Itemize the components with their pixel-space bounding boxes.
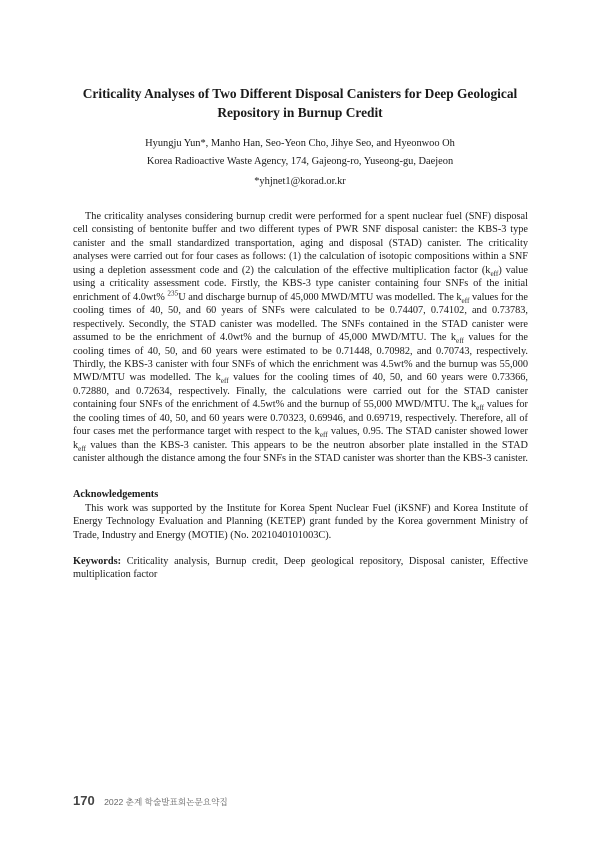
acknowledgements-heading: Acknowledgements	[73, 489, 159, 500]
abstract-text-3: U and discharge burnup of 45,000 MWD/MTU was modelled. The k	[178, 291, 462, 303]
corresponding-email: *yhjnet1@korad.or.kr	[254, 176, 346, 187]
keff-subscript: eff	[456, 337, 464, 346]
keywords-label: Keywords:	[73, 556, 122, 567]
abstract-text-8: values, 0.95. The STAD canister showed lower k	[73, 426, 528, 451]
keff-subscript: eff	[490, 269, 499, 278]
keff-subscript: eff	[476, 404, 484, 413]
page-number: 170	[73, 793, 95, 808]
title-line-2: Repository in Burnup Credit	[217, 105, 383, 120]
abstract	[73, 210, 528, 466]
affiliation: Korea Radioactive Waste Agency, 174, Gajeong-ro, Yuseong-gu, Daejeon	[146, 156, 454, 167]
abstract-paragraph	[73, 210, 528, 466]
abstract-text-4: values for the cooling times of 40, 50, and 60 years of SNFs were calculated to be 0.74407, 0.74102, and 0.73783, respectively. Secondly, the STAD canister was modelled. The SNFs contained in the STAD canister were assumed to be the enrichment of 4.0wt% and the burnup of 45,000 MWD/MTU. The k	[73, 291, 528, 344]
keywords-text: Criticality analysis, Burnup credit, Deep geological repository, Disposal canister, Effective multiplication factor	[73, 556, 528, 581]
acknowledgements-text: This work was supported by the Institute for Korea Spent Nuclear Fuel (iKSNF) and Korea Institute of Energy Technology Evaluation and Planning (KETEP) grant funded by the Korea government Ministry of Trade, Industry and Energy (MOTIE) (No. 2021040101003C).	[73, 503, 528, 541]
keff-subscript: eff	[220, 377, 229, 386]
page-footer	[73, 792, 228, 810]
keywords	[73, 555, 528, 582]
abstract-text-2: ) value using a criticality assessment code. Firstly, the KBS-3 type canister containing four SNFs of the initial enrichment of 4.0wt%	[73, 264, 528, 303]
abstract-text-6: values for the cooling times of 40, 50, and 60 years were 0.73366, 0.72880, and 0.72634, respectively. Finally, the calculations were carried out for the STAD canister containing four SNFs of the enrichment of 4.5wt% and the burnup of 55,000 MWD/MTU. The k	[73, 372, 528, 411]
isotope-superscript: 235	[167, 289, 179, 298]
abstract-text-9: values than the KBS-3 canister. This appears to be the neutron absorber plate installed in the STAD canister although the distance among the four SNFs in the STAD canister was shorter than the KBS-3 canister.	[73, 439, 528, 465]
abstract-text-5: values for the cooling times of 40, 50, and 60 years were estimated to be 0.71448, 0.70982, and 0.70743, respectively. Thirdly, the KBS-3 canister with four SNFs of which the enrichment was 4.5wt% and the burnup was 55,000 MWD/MTU was modelled. The k	[73, 332, 528, 384]
abstract-text-7: values for the cooling times of 40, 50, and 60 years were 0.70323, 0.69946, and 0.69719, respectively. Therefore, all of four cases met the performance target with respect to the k	[73, 399, 528, 438]
title-line-1: Criticality Analyses of Two Different Disposal Canisters for Deep Geological	[82, 86, 518, 101]
paper-title	[60, 84, 540, 122]
keff-subscript: eff	[78, 444, 87, 453]
acknowledgements	[73, 502, 528, 542]
conference-proceedings: 2022 춘계 학술발표회논문요약집	[104, 797, 228, 807]
keff-subscript: eff	[461, 296, 470, 305]
abstract-text-1: The criticality analyses considering burnup credit were performed for a spent nuclear fuel (SNF) disposal cell consisting of bentonite buffer and two different types of PWR SNF disposal canister: the KBS-3 type canister and the small standardized transportation, aging and disposal (STAD) canister. The criticality analyses were carried out for four cases as follows: (1) the calculation of isotopic compositions within a SNF using a depletion assessment code and (2) the calculation of the effective multiplication factor (k	[73, 211, 528, 276]
keff-subscript: eff	[319, 431, 328, 440]
author-list: Hyungju Yun*, Manho Han, Seo-Yeon Cho, Jihye Seo, and Hyeonwoo Oh	[145, 138, 455, 149]
